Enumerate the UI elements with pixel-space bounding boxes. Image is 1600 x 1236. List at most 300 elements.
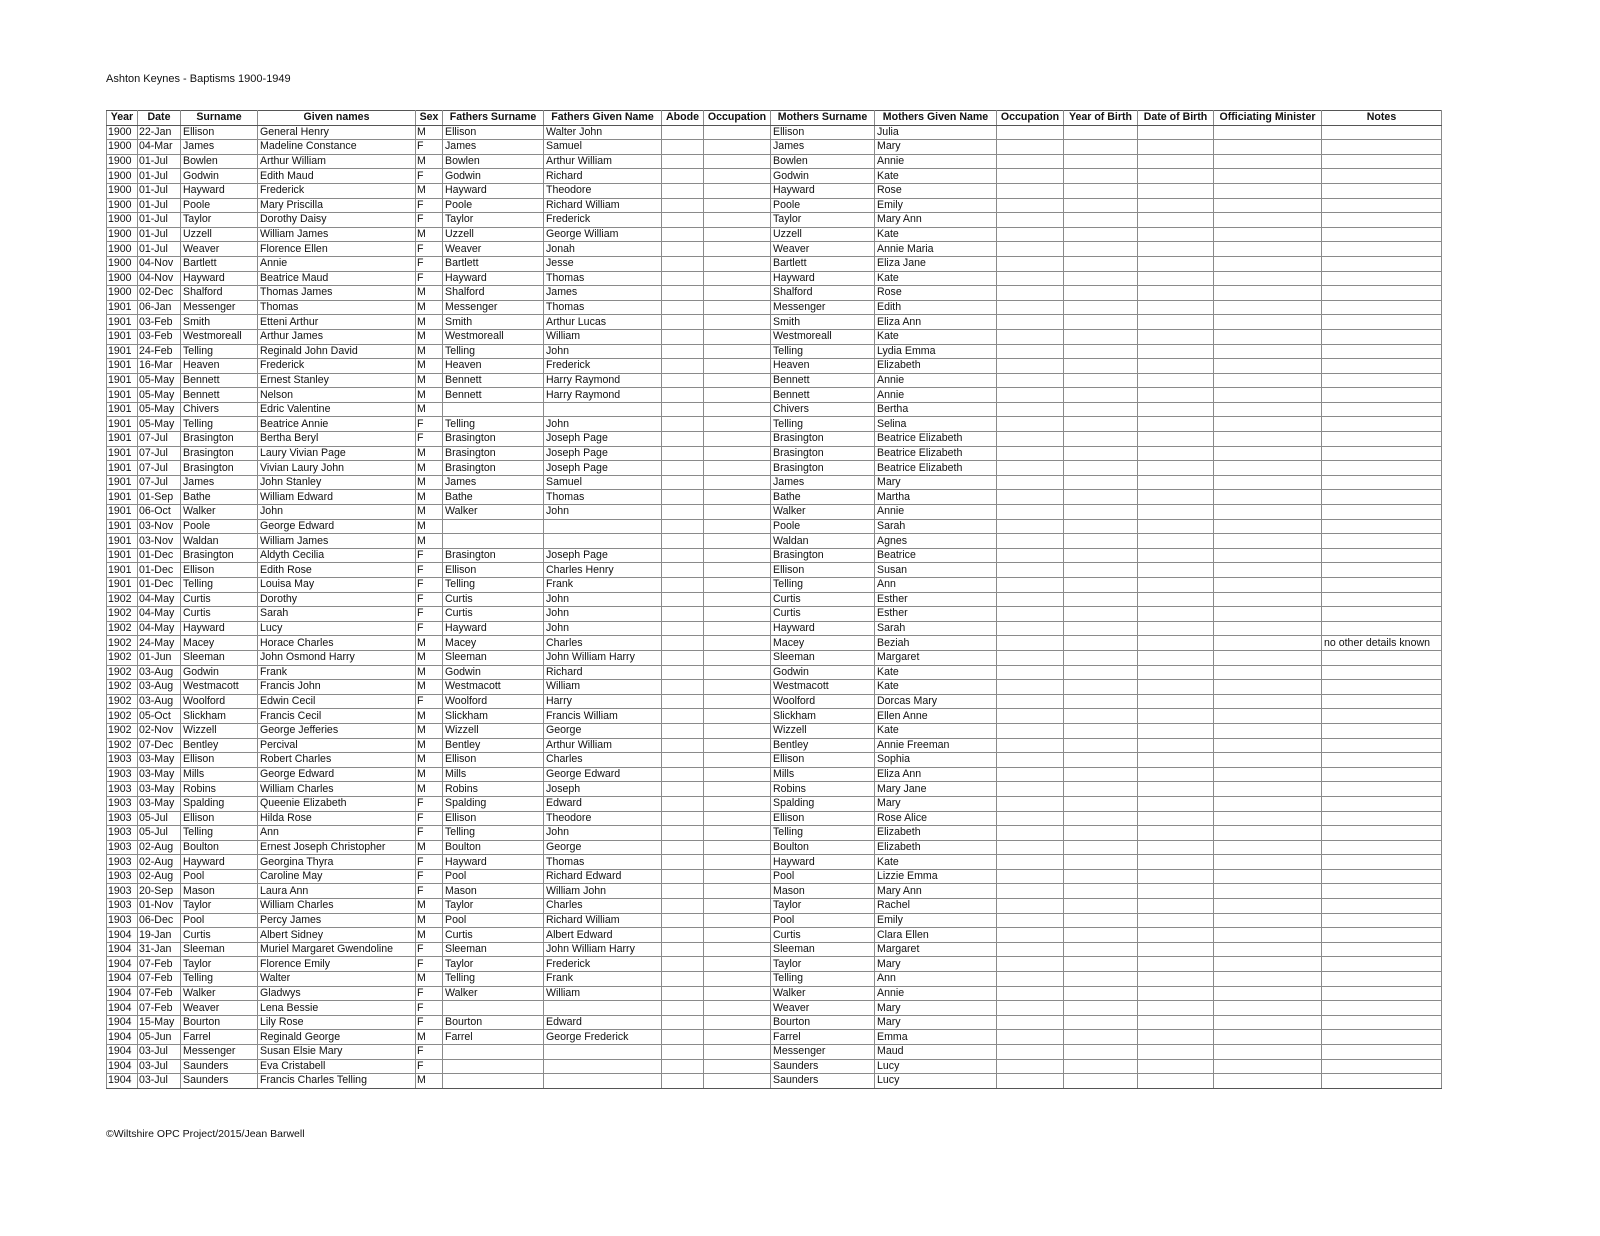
table-row [107,256,1442,271]
table-cell: Messenger [181,1045,258,1060]
table-cell [1138,154,1214,169]
table-cell: Ann [875,578,997,593]
table-cell: Theodore [544,183,662,198]
table-cell [662,300,704,315]
table-cell: Macey [771,636,875,651]
table-cell: Lucy [258,621,416,636]
table-cell [1322,563,1442,578]
table-cell [662,1015,704,1030]
table-cell [997,432,1064,447]
table-cell: William John [544,884,662,899]
table-cell [1138,796,1214,811]
table-cell [1322,869,1442,884]
table-cell: Poole [443,198,544,213]
table-cell [1064,329,1138,344]
table-cell: M [416,650,443,665]
table-cell: 1901 [107,490,138,505]
table-cell: Bennett [181,373,258,388]
table-cell [997,884,1064,899]
table-cell: 1903 [107,753,138,768]
table-cell [1138,329,1214,344]
table-cell [1322,534,1442,549]
table-cell: Godwin [443,169,544,184]
table-row [107,402,1442,417]
table-cell: Kate [875,329,997,344]
table-cell: Susan [875,563,997,578]
table-cell [1322,505,1442,520]
table-cell: Lydia Emma [875,344,997,359]
table-cell: Frank [544,972,662,987]
table-cell [662,899,704,914]
table-cell: 1903 [107,811,138,826]
column-header: Date of Birth [1138,111,1214,126]
table-cell: 22-Jan [138,125,181,140]
table-cell: George Edward [258,767,416,782]
table-cell [1322,373,1442,388]
table-cell [1064,359,1138,374]
table-cell [1064,373,1138,388]
table-cell: Arthur James [258,329,416,344]
table-cell: 04-Nov [138,271,181,286]
table-cell: 07-Jul [138,461,181,476]
table-cell: Walker [771,986,875,1001]
table-cell [1138,548,1214,563]
table-cell: Esther [875,592,997,607]
table-cell [1322,753,1442,768]
table-cell: F [416,621,443,636]
table-cell: 05-Oct [138,709,181,724]
table-cell: 03-Nov [138,519,181,534]
table-cell [1322,1030,1442,1045]
table-cell: Curtis [771,928,875,943]
table-cell [662,329,704,344]
table-cell: 04-Nov [138,256,181,271]
table-cell: F [416,986,443,1001]
table-cell: Mary [875,475,997,490]
table-cell [997,1001,1064,1016]
table-cell: Westmacott [443,680,544,695]
table-cell: Laura Ann [258,884,416,899]
table-cell: Beatrice Maud [258,271,416,286]
table-row [107,227,1442,242]
table-cell: 05-May [138,417,181,432]
table-cell [1322,227,1442,242]
table-cell: 04-May [138,607,181,622]
table-cell: John [544,826,662,841]
table-cell [1064,694,1138,709]
table-cell [704,869,771,884]
table-cell [704,169,771,184]
table-cell [997,359,1064,374]
table-cell [662,271,704,286]
table-cell: Beatrice Elizabeth [875,432,997,447]
table-cell [1138,928,1214,943]
table-cell: George William [544,227,662,242]
table-cell [1064,183,1138,198]
table-cell: M [416,913,443,928]
table-cell [1322,125,1442,140]
table-cell: Mary Ann [875,884,997,899]
table-cell [704,519,771,534]
table-cell: 02-Aug [138,840,181,855]
table-cell: Margaret [875,942,997,957]
table-cell [662,227,704,242]
table-cell: Taylor [181,957,258,972]
table-cell: Farrel [771,1030,875,1045]
table-cell: 1900 [107,154,138,169]
table-cell: Dorothy [258,592,416,607]
table-cell [1214,753,1322,768]
table-cell: Bowlen [443,154,544,169]
table-cell [1322,840,1442,855]
table-cell [662,723,704,738]
table-cell: M [416,723,443,738]
table-cell [997,826,1064,841]
table-cell: Bourton [443,1015,544,1030]
table-cell: Samuel [544,140,662,155]
table-cell [704,242,771,257]
table-cell [662,213,704,228]
table-cell: Annie [875,373,997,388]
table-cell [1138,592,1214,607]
table-cell: Godwin [181,665,258,680]
table-cell [1322,432,1442,447]
table-cell: 07-Jul [138,446,181,461]
table-cell: Woolford [771,694,875,709]
table-cell: Frederick [258,359,416,374]
table-cell [544,534,662,549]
table-row [107,388,1442,403]
table-cell: M [416,154,443,169]
table-cell [997,242,1064,257]
table-cell [1064,796,1138,811]
table-cell: Sarah [875,621,997,636]
table-cell [1064,446,1138,461]
table-cell [544,1001,662,1016]
table-cell: Ann [875,972,997,987]
table-cell: Poole [181,198,258,213]
table-row [107,344,1442,359]
table-cell [704,563,771,578]
table-cell: M [416,300,443,315]
table-cell: 06-Dec [138,913,181,928]
table-cell [1064,198,1138,213]
table-cell [1322,198,1442,213]
table-cell [1138,359,1214,374]
table-row [107,315,1442,330]
table-cell: M [416,636,443,651]
table-cell [704,1074,771,1089]
table-cell: Percy James [258,913,416,928]
table-row [107,1059,1442,1074]
table-row [107,213,1442,228]
table-cell: F [416,213,443,228]
table-cell [1322,855,1442,870]
table-cell: Frederick [544,359,662,374]
table-cell: William Charles [258,782,416,797]
table-cell: Joseph [544,782,662,797]
table-cell: Harry Raymond [544,388,662,403]
table-cell: 1904 [107,1045,138,1060]
table-cell: Agnes [875,534,997,549]
table-cell [1214,899,1322,914]
table-cell [1322,928,1442,943]
table-cell [1064,913,1138,928]
table-cell: 07-Feb [138,1001,181,1016]
table-cell: Frank [258,665,416,680]
table-cell [662,665,704,680]
table-cell: M [416,359,443,374]
table-cell [662,344,704,359]
table-cell: George [544,840,662,855]
table-cell [1214,913,1322,928]
table-cell: Kate [875,723,997,738]
table-cell [662,592,704,607]
table-cell: Boulton [181,840,258,855]
table-cell: Richard William [544,913,662,928]
table-cell [662,928,704,943]
table-cell [1214,680,1322,695]
table-cell [1064,680,1138,695]
table-cell [1064,1015,1138,1030]
table-cell: Mary Ann [875,213,997,228]
table-cell: 1901 [107,402,138,417]
table-cell [704,680,771,695]
table-cell: Percival [258,738,416,753]
table-cell [1138,432,1214,447]
table-cell: 04-May [138,592,181,607]
table-cell [1214,767,1322,782]
table-cell [662,286,704,301]
table-cell: Harry Raymond [544,373,662,388]
table-cell: 1903 [107,855,138,870]
table-cell [1214,359,1322,374]
table-cell [997,723,1064,738]
table-cell: Telling [443,344,544,359]
table-cell: F [416,592,443,607]
table-cell: 1903 [107,869,138,884]
table-cell: Bertha Beryl [258,432,416,447]
table-cell [662,957,704,972]
table-cell: Robins [181,782,258,797]
table-cell: F [416,855,443,870]
table-cell [1138,534,1214,549]
table-cell [1214,154,1322,169]
table-cell: 24-Feb [138,344,181,359]
table-cell: Ellison [771,753,875,768]
table-cell [1214,329,1322,344]
table-cell: Joseph Page [544,548,662,563]
table-cell: 07-Feb [138,972,181,987]
table-row [107,665,1442,680]
table-cell: Brasington [771,446,875,461]
table-cell [1064,1030,1138,1045]
table-cell [1322,884,1442,899]
table-cell: Nelson [258,388,416,403]
table-cell [704,972,771,987]
table-cell: Weaver [771,242,875,257]
table-cell [704,1015,771,1030]
table-cell: Saunders [181,1074,258,1089]
table-cell: Woolford [443,694,544,709]
table-cell [662,840,704,855]
table-cell: Walker [771,505,875,520]
table-cell: 01-Dec [138,563,181,578]
table-cell [704,840,771,855]
table-cell: F [416,811,443,826]
table-cell [704,884,771,899]
table-cell [1138,227,1214,242]
table-cell: F [416,417,443,432]
table-cell [704,213,771,228]
table-cell: 01-Jul [138,169,181,184]
table-cell [704,767,771,782]
table-cell: Waldan [181,534,258,549]
table-cell [662,461,704,476]
table-cell: 1902 [107,680,138,695]
table-cell [704,942,771,957]
table-cell [1138,826,1214,841]
table-cell: F [416,563,443,578]
table-cell [997,986,1064,1001]
table-cell: John [544,621,662,636]
table-cell [1214,1030,1322,1045]
table-cell [662,490,704,505]
table-cell: Brasington [443,432,544,447]
table-row [107,1001,1442,1016]
table-cell [1064,271,1138,286]
table-cell: Beziah [875,636,997,651]
table-cell: Edric Valentine [258,402,416,417]
table-cell: Robert Charles [258,753,416,768]
table-cell: Waldan [771,534,875,549]
table-cell: Taylor [771,213,875,228]
table-cell [1138,461,1214,476]
table-cell: F [416,694,443,709]
table-cell [1322,154,1442,169]
table-cell: 1902 [107,592,138,607]
table-cell [544,1059,662,1074]
table-cell [662,446,704,461]
table-cell: 1900 [107,286,138,301]
table-cell: Albert Sidney [258,928,416,943]
baptisms-table [106,110,1442,1089]
table-cell: Beatrice Elizabeth [875,446,997,461]
table-cell [997,738,1064,753]
table-cell [997,256,1064,271]
table-cell [1214,490,1322,505]
table-cell: Wizzell [771,723,875,738]
table-cell [1064,840,1138,855]
table-row [107,578,1442,593]
table-cell [997,534,1064,549]
table-cell [662,884,704,899]
table-cell [704,723,771,738]
table-row [107,796,1442,811]
table-cell [1214,446,1322,461]
table-cell: Arthur William [544,154,662,169]
table-row [107,782,1442,797]
table-cell: 05-Jul [138,811,181,826]
table-cell [1138,869,1214,884]
table-cell [1064,607,1138,622]
table-cell: Messenger [771,1045,875,1060]
table-row [107,986,1442,1001]
table-cell: 1904 [107,1015,138,1030]
table-cell [1214,957,1322,972]
table-cell: 03-Jul [138,1045,181,1060]
table-cell: Sarah [258,607,416,622]
table-cell: Sleeman [443,650,544,665]
table-cell: Telling [181,972,258,987]
table-cell [704,957,771,972]
table-cell: Woolford [181,694,258,709]
table-cell [997,475,1064,490]
table-cell: Smith [771,315,875,330]
table-cell: M [416,1030,443,1045]
table-cell: Hayward [181,621,258,636]
column-header: Given names [258,111,416,126]
table-cell [997,198,1064,213]
table-cell: 1900 [107,198,138,213]
table-row [107,446,1442,461]
table-cell: Curtis [443,928,544,943]
table-cell: Poole [771,198,875,213]
table-cell [1214,796,1322,811]
table-cell [1214,1059,1322,1074]
table-cell [1138,373,1214,388]
table-row [107,607,1442,622]
table-cell [997,154,1064,169]
table-cell [704,373,771,388]
table-cell: Joseph Page [544,446,662,461]
column-header: Surname [181,111,258,126]
table-cell: Thomas [544,490,662,505]
table-cell: 1903 [107,840,138,855]
table-cell: Ellison [443,811,544,826]
table-cell: Telling [443,417,544,432]
table-cell [662,388,704,403]
table-cell [1322,417,1442,432]
table-cell: Curtis [443,592,544,607]
table-cell [1064,432,1138,447]
table-cell: Robins [443,782,544,797]
table-cell [704,709,771,724]
table-cell: 1902 [107,636,138,651]
table-cell [662,855,704,870]
table-cell [1322,140,1442,155]
table-cell [1064,1045,1138,1060]
table-cell [1214,242,1322,257]
table-cell [997,709,1064,724]
table-row [107,1030,1442,1045]
table-cell [1138,782,1214,797]
table-cell: Eliza Ann [875,767,997,782]
table-cell: 1904 [107,1001,138,1016]
table-cell [1214,855,1322,870]
table-cell: 1902 [107,650,138,665]
table-cell [1214,694,1322,709]
table-cell [997,753,1064,768]
table-cell [997,490,1064,505]
table-cell: Hayward [443,855,544,870]
table-cell: Heaven [181,359,258,374]
table-cell: Weaver [771,1001,875,1016]
table-cell [1138,344,1214,359]
table-cell [997,782,1064,797]
table-row [107,592,1442,607]
table-cell: F [416,1015,443,1030]
